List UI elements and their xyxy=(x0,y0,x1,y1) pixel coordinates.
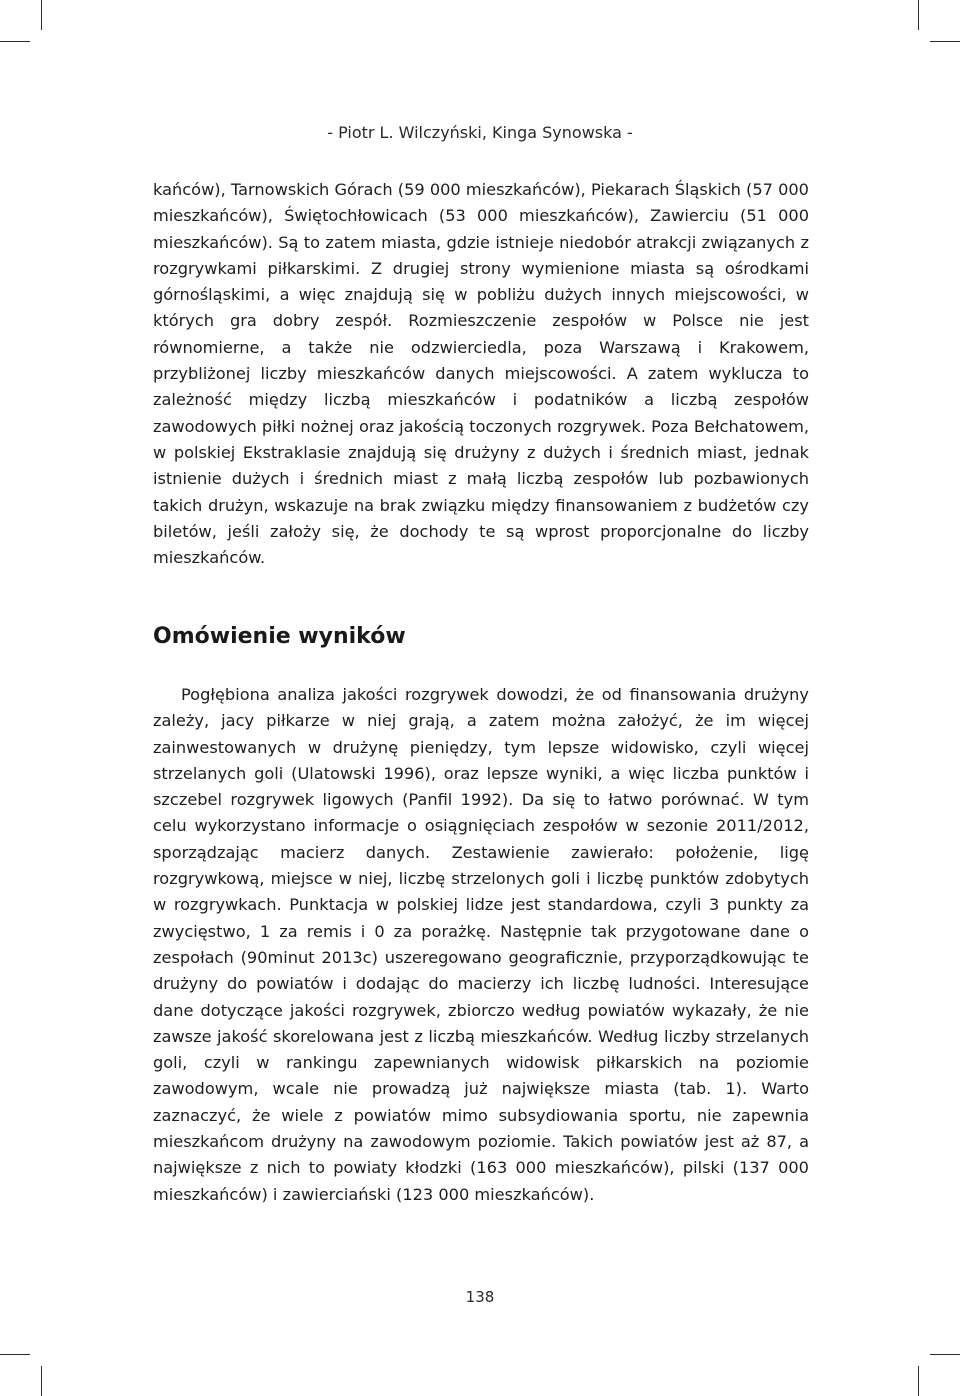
crop-mark-bottom-left-h xyxy=(0,1354,30,1355)
crop-mark-bottom-right xyxy=(918,1366,919,1396)
page-number: 138 xyxy=(465,1288,495,1306)
body-paragraph-1: kańców), Tarnowskich Górach (59 000 mieszkańców), Piekarach Śląskich (57 000 mieszkańców), Świętochłowicach (53 000 mieszkańców), Zawierciu (51 000 mieszkańców). Są to zatem miasta, gdzie istnieje niedobór atrakcji związanych z rozgrywkami piłkarskimi. Z drugiej strony wymienione miasta są ośrodkami górnośląskimi, a więc znajdują się w pobliżu dużych innych miejscowości, w których gra dobry zespół. Rozmieszczenie zespołów w Polsce nie jest równomierne, a także nie odzwierciedla, poza Warszawą i Krakowem, przybliżonej liczby mieszkańców danych miejscowości. A zatem wyklucza to zależność między liczbą mieszkańców i podatników a liczbą zespołów zawodowych piłki nożnej oraz jakością toczonych rozgrywek. Poza Bełchatowem, w polskiej Ekstraklasie znajdują się drużyny z dużych i średnich miast, jednak istnienie dużych i średnich miast z małą liczbą zespołów lub pozbawionych takich drużyn, wskazuje na brak związku między finansowaniem z budżetów czy biletów, jeśli założy się, że dochody te są wprost proporcjonalne do liczby mieszkańców. xyxy=(153,180,809,568)
crop-mark-top-left xyxy=(41,0,42,30)
section-heading: Omówienie wyników xyxy=(153,624,406,649)
crop-mark-top-right-h xyxy=(930,41,960,42)
crop-mark-top-left-h xyxy=(0,41,30,42)
running-header: - Piotr L. Wilczyński, Kinga Synowska - xyxy=(327,123,633,142)
crop-mark-bottom-right-h xyxy=(930,1354,960,1355)
crop-mark-bottom-left xyxy=(41,1366,42,1396)
crop-mark-top-right xyxy=(918,0,919,30)
body-paragraph-2: Pogłębiona analiza jakości rozgrywek dowodzi, że od finansowania drużyny zależy, jacy piłkarze w niej grają, a zatem można założyć, że im więcej zainwestowanych w drużynę pieniędzy, tym lepsze widowisko, czyli więcej strzelanych goli (Ulatowski 1996), oraz lepsze wyniki, a więc liczba punktów i szczebel rozgrywek ligowych (Panfil 1992). Da się to łatwo porównać. W tym celu wykorzystano informacje o osiągnięciach zespołów w sezonie 2011/2012, sporządzając macierz danych. Zestawienie zawierało: położenie, ligę rozgrywkową, miejsce w niej, liczbę strzelonych goli i liczbę punktów zdobytych w rozgrywkach. Punktacja w polskiej lidze jest standardowa, czyli 3 punkty za zwycięstwo, 1 za remis i 0 za porażkę. Następnie tak przygotowane dane o zespołach (90minut 2013c) uszeregowano geograficznie, przyporządkowując te drużyny do powiatów i dodając do macierzy ich liczbę ludności. Interesujące dane dotyczące jakości rozgrywek, zbiorczo według powiatów wykazały, że nie zawsze jakość skorelowana jest z liczbą mieszkańców. Według liczby strzelanych goli, czyli w rankingu zapewnianych widowisk piłkarskich na poziomie zawodowym, wcale nie prowadzą już największe miasta (tab. 1). Warto zaznaczyć, że wiele z powiatów mimo subsydiowania sportu, nie zapewnia mieszkańcom drużyny na zawodowym poziomie. Takich powiatów jest aż 87, a największe z nich to powiaty kłodzki (163 000 mieszkańców), pilski (137 000 mieszkańców) i zawierciański (123 000 mieszkańców). xyxy=(153,685,809,1204)
